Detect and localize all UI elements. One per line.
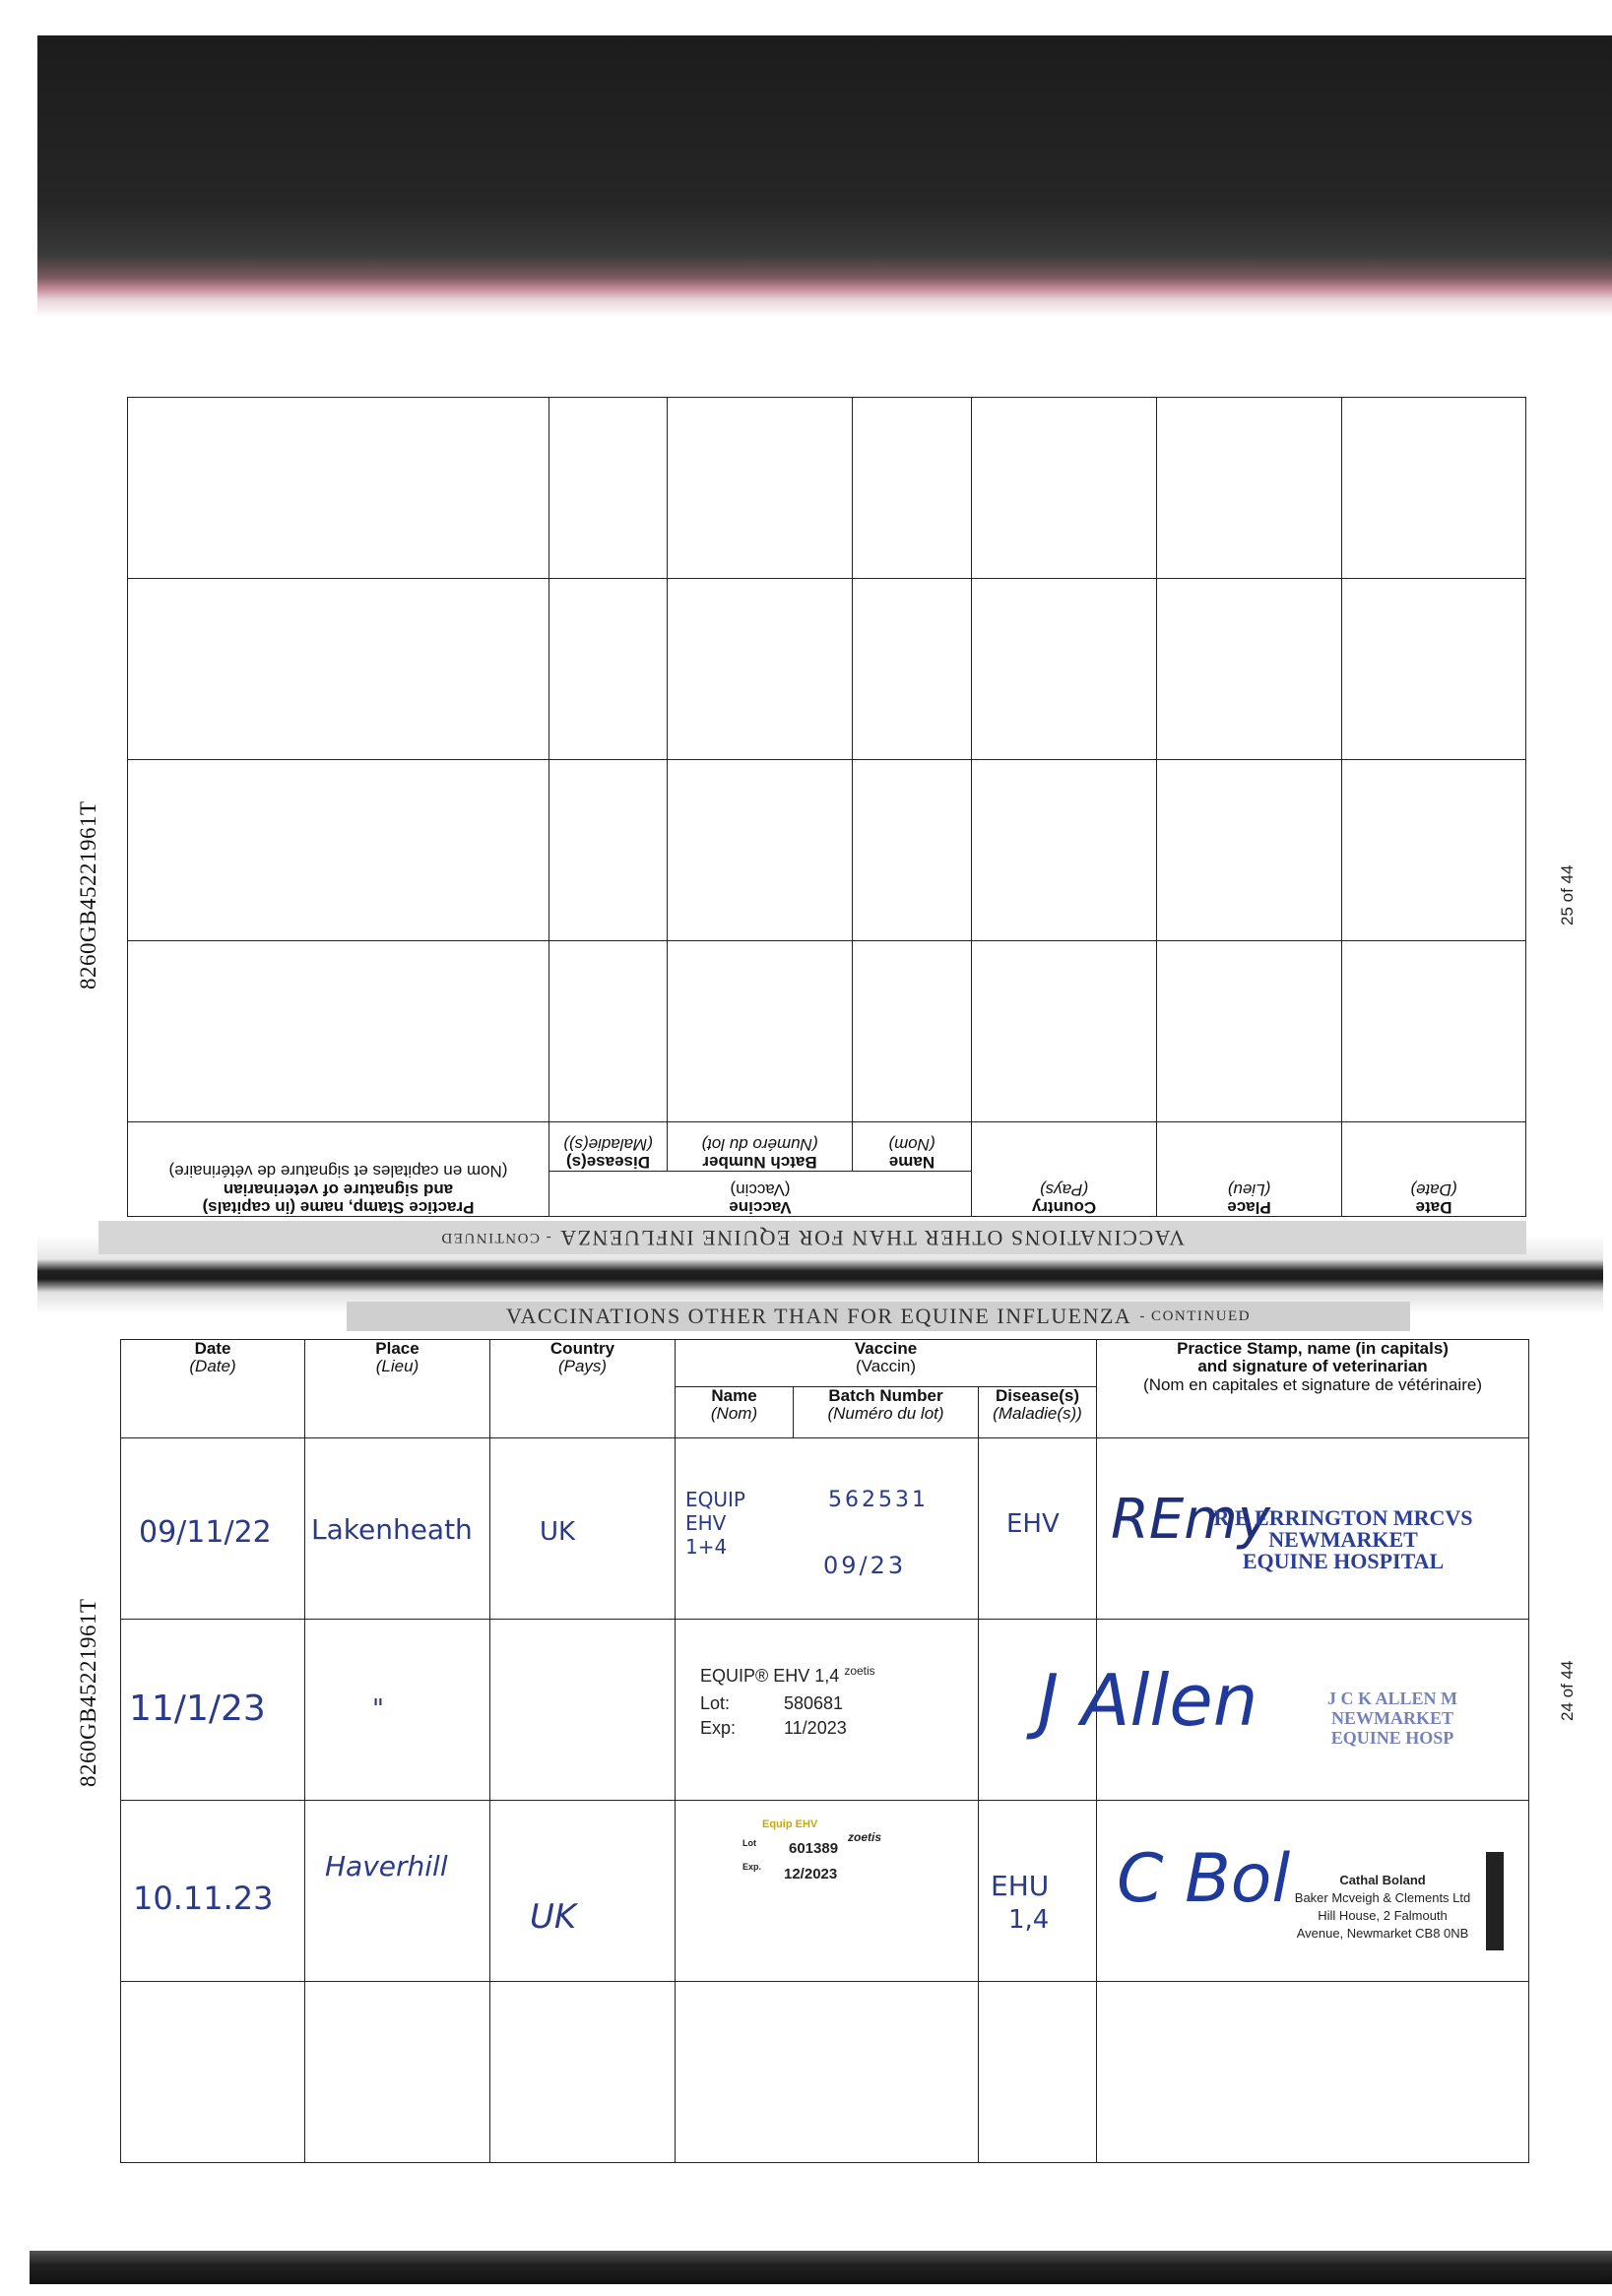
label-lot-key: Lot [742, 1838, 756, 1848]
passport-code-lower: 8260GB45221961T [76, 1598, 100, 1787]
header-disease: Disease(s) (Maladie(s)) [548, 1122, 667, 1172]
table-row [127, 398, 1525, 579]
header-country: Country (Pays) [972, 1122, 1157, 1217]
header-place: Place (Lieu) [1157, 1122, 1342, 1217]
upper-page [98, 315, 1526, 1254]
row-date: 11/1/23 [129, 1689, 266, 1729]
row-batch-number: 562531 [828, 1488, 929, 1512]
label-exp-key: Exp: [700, 1718, 737, 1738]
vaccination-table-upper [127, 397, 1526, 1217]
passport-code-upper: 8260GB45221961T [76, 800, 100, 989]
practice-stamp: Cathal Boland Baker Mcveigh & Clements Ltd Hill House, 2 Falmouth Avenue, Newmarket CB8 0NB [1294, 1873, 1471, 1941]
header-place: Place (Lieu) [305, 1340, 490, 1438]
header-country: Country (Pays) [490, 1340, 676, 1438]
row-disease: EHV [1006, 1509, 1060, 1539]
section-continued: - CONTINUED [439, 1230, 551, 1246]
table-row: 10.11.23 Haverhill UK Equip EHV zoetis Lot 601389 Exp. 12/2023 EHU 1,4 C Bol Cathal Boland Baker Mcveigh & Clements Ltd Hill House, 2 Falmouth Avenue, Newmarket CB8 0NB [121, 1801, 1529, 1982]
section-title: VACCINATIONS OTHER THAN FOR EQUINE INFLUENZA [505, 1304, 1132, 1328]
label-lot: 601389 [789, 1840, 839, 1857]
practice-stamp: J C K ALLEN M NEWMARKET EQUINE HOSP [1327, 1689, 1458, 1748]
header-disease: Disease(s) (Maladie(s)) [979, 1387, 1097, 1438]
table-row [127, 941, 1525, 1122]
header-batch: Batch Number (Numéro du lot) [668, 1122, 853, 1172]
label-product: EQUIP® EHV 1,4 [700, 1666, 840, 1686]
row-place: " [372, 1694, 384, 1724]
page-number-upper: 25 of 44 [1558, 864, 1577, 925]
scan-bottom-band [30, 2251, 1612, 2284]
header-date: Date (Date) [121, 1340, 305, 1438]
row-country: UK [540, 1517, 576, 1547]
header-vaccine: Vaccine (Vaccin) [676, 1340, 1097, 1387]
table-row [127, 760, 1525, 941]
vet-signature: REmy [1111, 1488, 1270, 1552]
header-name: Name (Nom) [853, 1122, 972, 1172]
row-batch-expiry: 09/23 [823, 1552, 907, 1579]
row-country: UK [530, 1897, 577, 1937]
vaccination-table-lower [120, 1339, 1529, 2163]
label-exp-key: Exp. [742, 1862, 762, 1872]
scan-top-band [37, 35, 1612, 317]
row-date: 09/11/22 [139, 1515, 272, 1550]
label-product: Equip EHV [762, 1818, 818, 1830]
row-place: Lakenheath [311, 1513, 473, 1546]
stamp-edge-bar [1486, 1852, 1504, 1950]
row-place: Haverhill [325, 1850, 448, 1882]
table-row [127, 579, 1525, 760]
table-row [121, 1438, 1529, 1620]
page-number-lower: 24 of 44 [1558, 1660, 1577, 1721]
table-row [121, 1620, 1529, 1801]
section-continued: - CONTINUED [1139, 1307, 1252, 1324]
label-lot-key: Lot: [700, 1693, 731, 1713]
row-vaccine-name: EQUIP EHV 1+4 [685, 1488, 745, 1559]
header-batch: Batch Number (Numéro du lot) [794, 1387, 979, 1438]
section-title: VACCINATIONS OTHER THAN FOR EQUINE INFLUENZA [558, 1226, 1186, 1250]
practice-stamp: R E ERRINGTON MRCVS NEWMARKET EQUINE HOSPITAL [1213, 1505, 1473, 1573]
label-brand: zoetis [844, 1664, 875, 1678]
header-stamp: Practice Stamp, name (in capitals) and signature of veterinarian (Nom en capitales et signature de vétérinaire) [1097, 1340, 1529, 1438]
label-exp: 12/2023 [784, 1866, 838, 1882]
section-banner-lower [347, 1302, 1410, 1331]
label-exp: 11/2023 [784, 1718, 847, 1738]
vet-signature: C Bol [1117, 1840, 1291, 1918]
section-banner-upper [98, 1221, 1526, 1254]
table-row [121, 1982, 1529, 2163]
row-date: 10.11.23 [133, 1880, 274, 1917]
header-vaccine: Vaccine (Vaccin) [548, 1172, 971, 1217]
header-name: Name (Nom) [676, 1387, 794, 1438]
header-stamp: Practice Stamp, name (in capitals) and signature of veterinarian (Nom en capitales et signature de vétérinaire) [127, 1122, 548, 1217]
lower-page [120, 1302, 1530, 2198]
vet-signature: J Allen [1038, 1659, 1258, 1742]
label-brand: zoetis [848, 1830, 882, 1844]
header-date: Date (Date) [1342, 1122, 1526, 1217]
label-lot: 580681 [784, 1693, 844, 1713]
